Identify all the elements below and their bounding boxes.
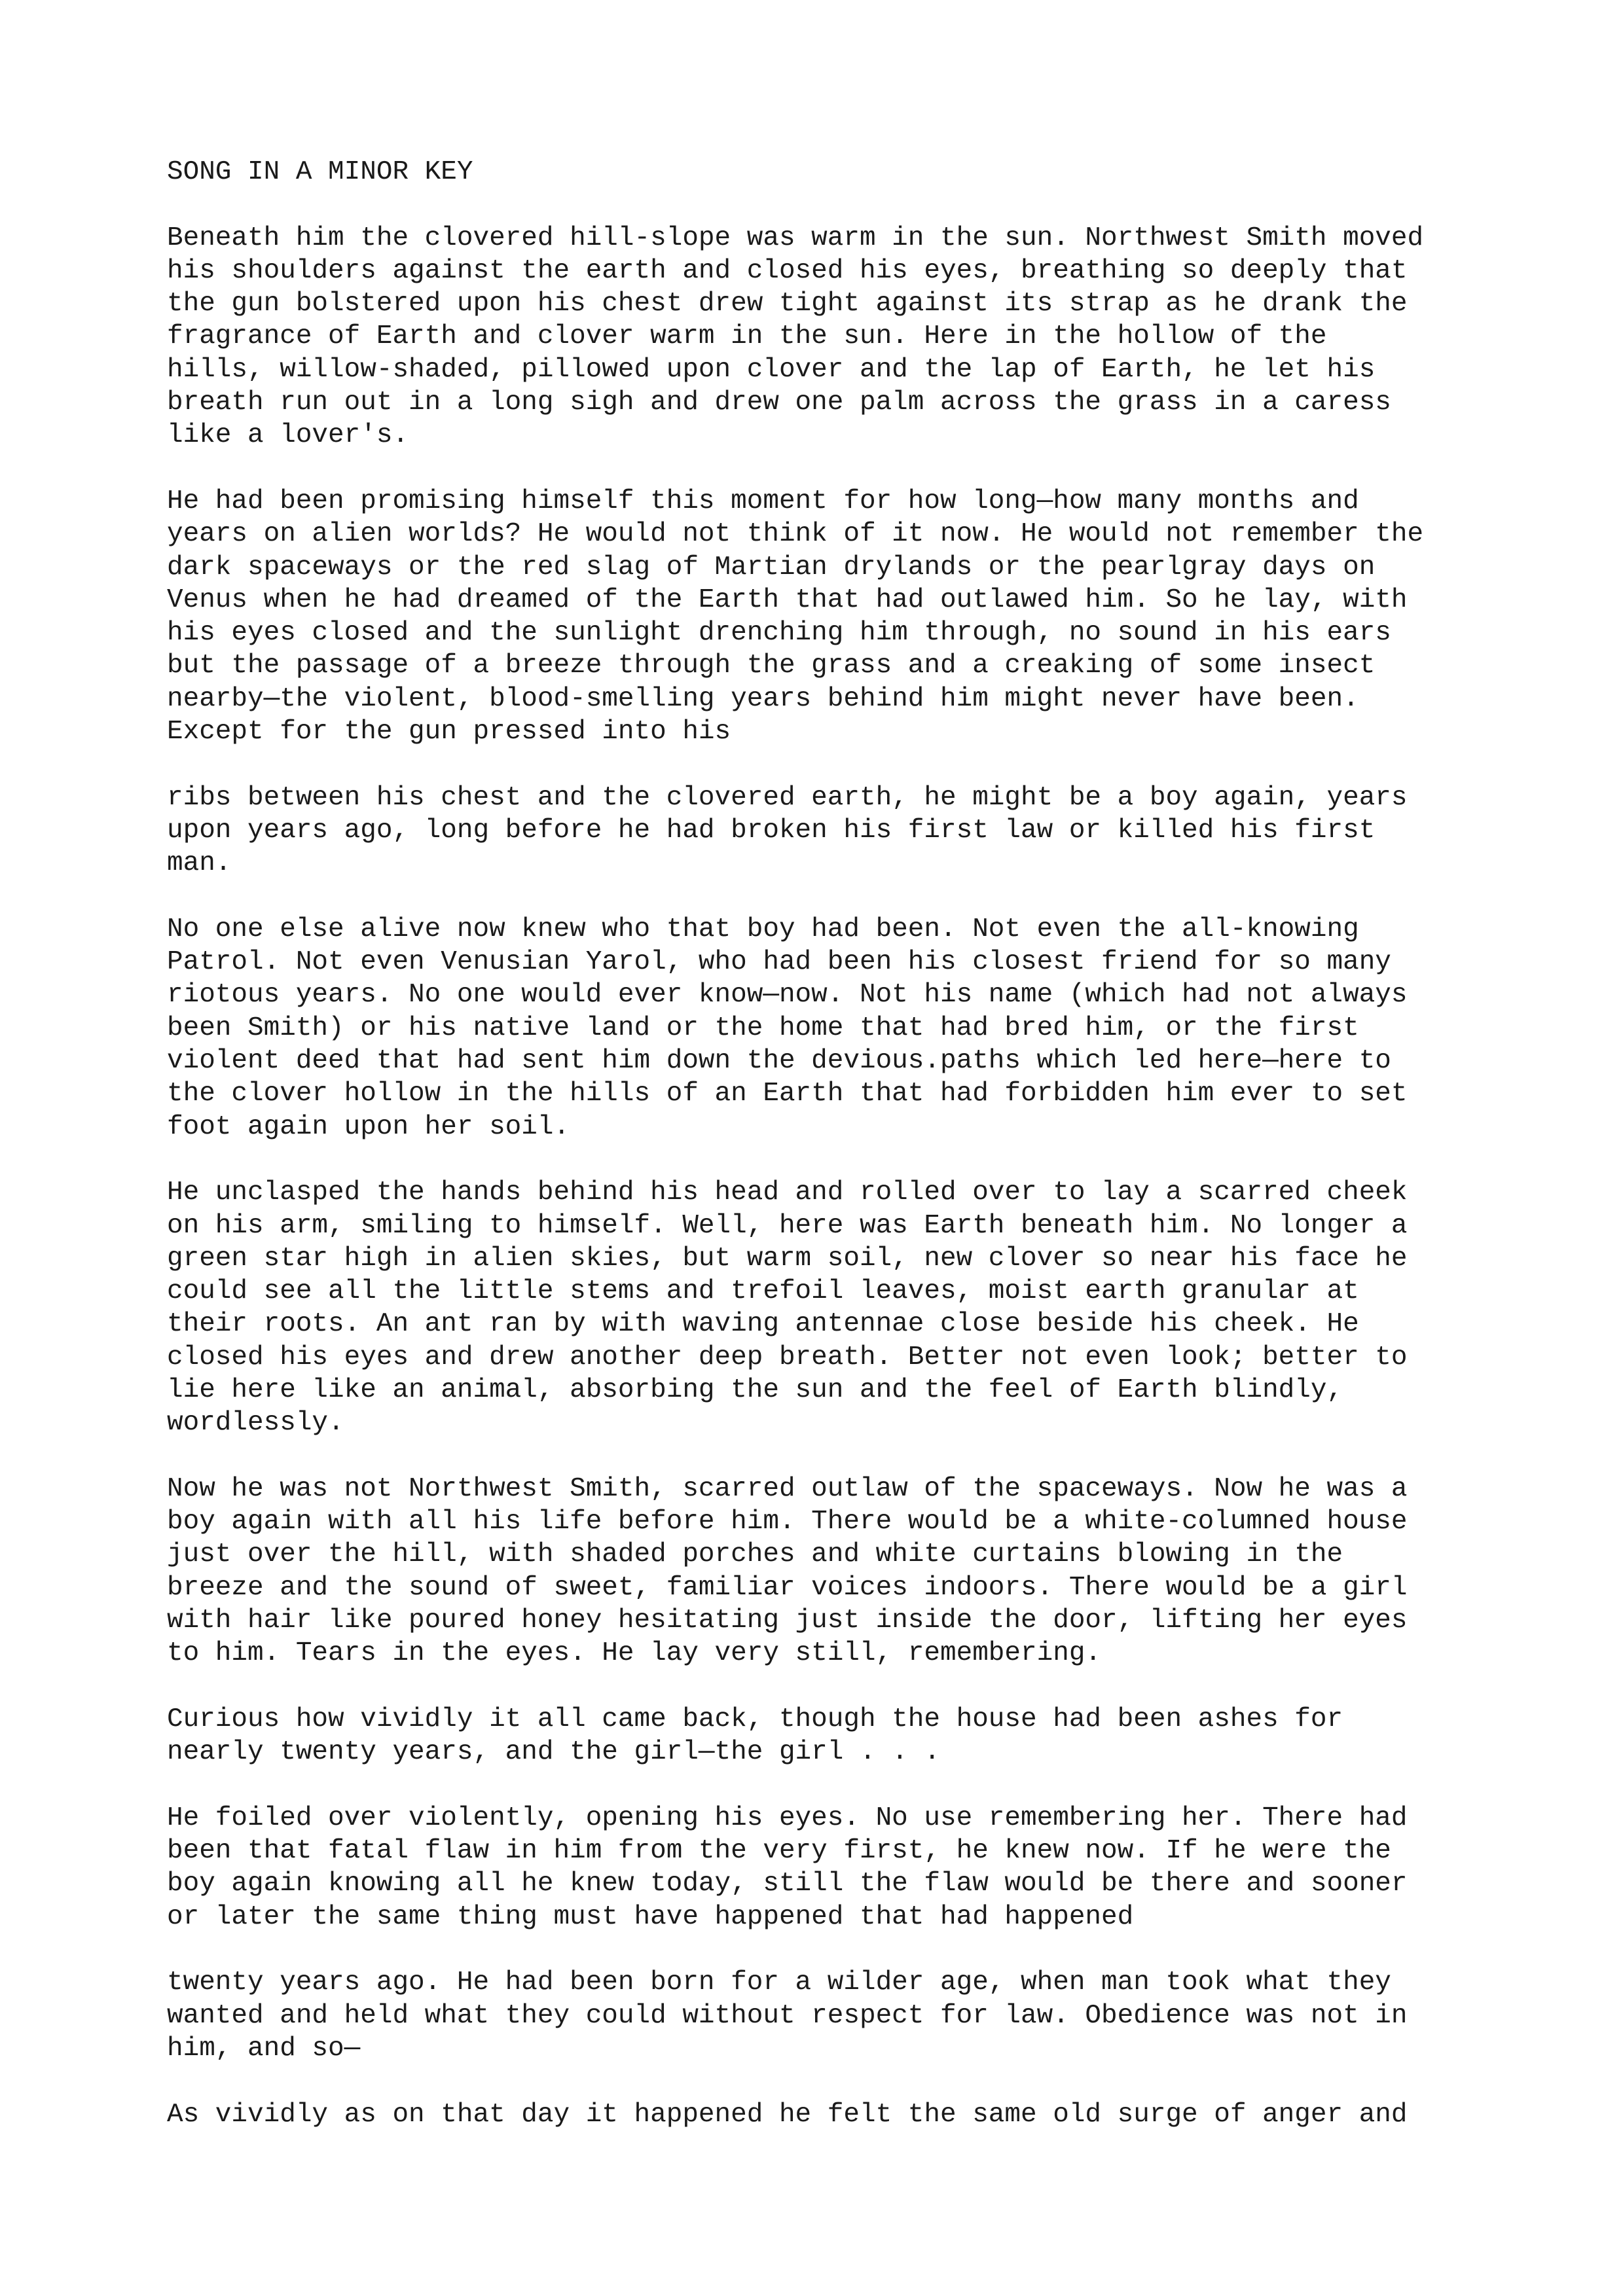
text-line: to him. Tears in the eyes. He lay very still, remembering.	[167, 1638, 1102, 1669]
paragraph	[167, 913, 1542, 1143]
text-line: breeze and the sound of sweet, familiar voices indoors. There would be a girl	[167, 1572, 1408, 1603]
text-line: closed his eyes and drew another deep breath. Better not even look; better to	[167, 1342, 1408, 1372]
text-line: man.	[167, 848, 232, 879]
text-line: upon years ago, long before he had broken his first law or killed his first	[167, 815, 1376, 846]
text-line: could see all the little stems and trefoil leaves, moist earth granular at	[167, 1276, 1359, 1307]
paragraph	[167, 781, 1542, 880]
text-line: wordlessly.	[167, 1408, 344, 1439]
text-line: been Smith) or his native land or the home that had bred him, or the first	[167, 1013, 1359, 1043]
text-line: Except for the gun pressed into his	[167, 717, 731, 747]
text-line: hills, willow-shaded, pillowed upon clover and the lap of Earth, he let his	[167, 354, 1376, 385]
document-page	[167, 156, 1542, 2164]
document-title: SONG IN A MINOR KEY	[167, 157, 473, 187]
text-line: twenty years ago. He had been born for a wilder age, when man took what they	[167, 1967, 1391, 1998]
text-line: dark spaceways or the red slag of Martian drylands or the pearlgray days on	[167, 552, 1376, 583]
text-line: his shoulders against the earth and closed his eyes, breathing so deeply that	[167, 255, 1408, 286]
text-line: He foiled over violently, opening his eyes. No use remembering her. There had	[167, 1803, 1408, 1833]
text-line: foot again upon her soil.	[167, 1111, 570, 1142]
text-line: breath run out in a long sigh and drew one palm across the grass in a caress	[167, 387, 1391, 418]
paragraph	[167, 1176, 1542, 1439]
text-line: just over the hill, with shaded porches and white curtains blowing in the	[167, 1539, 1343, 1570]
text-line: but the passage of a breeze through the grass and a creaking of some insect	[167, 651, 1376, 681]
text-line: been that fatal flaw in him from the very first, he knew now. If he were the	[167, 1836, 1391, 1867]
text-line: ribs between his chest and the clovered earth, he might be a boy again, years	[167, 782, 1408, 813]
text-line: green star high in alien skies, but warm soil, new clover so near his face he	[167, 1243, 1408, 1274]
text-line: nearly twenty years, and the girl—the girl . . .	[167, 1737, 940, 1768]
text-line: Now he was not Northwest Smith, scarred outlaw of the spaceways. Now he was a	[167, 1473, 1408, 1504]
text-line: him, and so—	[167, 2033, 361, 2064]
paragraph	[167, 2098, 1542, 2131]
text-line: nearby—the violent, blood-smelling years behind him might never have been.	[167, 683, 1359, 714]
text-line: boy again knowing all he knew today, still the flaw would be there and sooner	[167, 1869, 1408, 1899]
text-line: He had been promising himself this moment for how long—how many months and	[167, 486, 1359, 516]
paragraph	[167, 1802, 1542, 1933]
paragraph	[167, 1966, 1542, 2065]
text-line: with hair like poured honey hesitating just inside the door, lifting her eyes	[167, 1605, 1408, 1636]
text-line: wanted and held what they could without respect for law. Obedience was not in	[167, 2000, 1408, 2031]
paragraph	[167, 222, 1542, 452]
text-line: the gun bolstered upon his chest drew tight against its strap as he drank the	[167, 289, 1408, 319]
text-line: on his arm, smiling to himself. Well, here was Earth beneath him. No longer a	[167, 1210, 1408, 1241]
text-line: like a lover's.	[167, 420, 409, 451]
paragraph	[167, 485, 1542, 748]
document-body	[167, 222, 1542, 2131]
text-line: No one else alive now knew who that boy had been. Not even the all-knowing	[167, 914, 1359, 944]
paragraph	[167, 1703, 1542, 1769]
text-line: boy again with all his life before him. There would be a white-columned house	[167, 1507, 1408, 1537]
text-line: his eyes closed and the sunlight drenching him through, no sound in his ears	[167, 618, 1391, 649]
text-line: Venus when he had dreamed of the Earth that had outlawed him. So he lay, with	[167, 584, 1408, 615]
text-line: riotous years. No one would ever know—now. Not his name (which had not always	[167, 980, 1408, 1011]
text-line: or later the same thing must have happened that had happened	[167, 1901, 1134, 1932]
text-line: lie here like an animal, absorbing the sun and the feel of Earth blindly,	[167, 1374, 1343, 1405]
text-line: As vividly as on that day it happened he felt the same old surge of anger and	[167, 2099, 1408, 2130]
paragraph	[167, 1473, 1542, 1670]
text-line: Patrol. Not even Venusian Yarol, who had been his closest friend for so many	[167, 947, 1391, 978]
text-line: the clover hollow in the hills of an Earth that had forbidden him ever to set	[167, 1079, 1408, 1109]
text-line: He unclasped the hands behind his head and rolled over to lay a scarred cheek	[167, 1177, 1408, 1208]
text-line: Beneath him the clovered hill-slope was warm in the sun. Northwest Smith moved	[167, 223, 1424, 253]
text-line: their roots. An ant ran by with waving antennae close beside his cheek. He	[167, 1309, 1359, 1340]
text-line: Curious how vividly it all came back, though the house had been ashes for	[167, 1704, 1343, 1734]
text-line: years on alien worlds? He would not think of it now. He would not remember the	[167, 519, 1424, 550]
text-line: fragrance of Earth and clover warm in the sun. Here in the hollow of the	[167, 321, 1327, 352]
text-line: violent deed that had sent him down the devious.paths which led here—here to	[167, 1046, 1391, 1077]
